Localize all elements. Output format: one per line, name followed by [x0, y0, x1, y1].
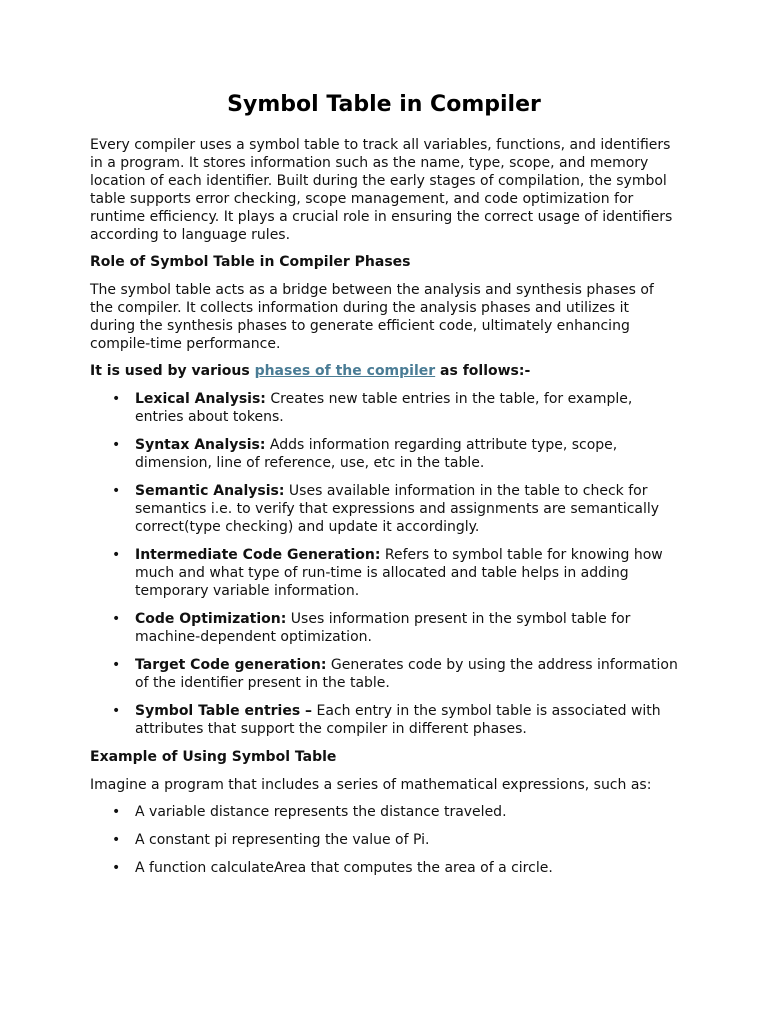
- phase-term: Code Optimization:: [135, 611, 287, 627]
- phase-description: Refers to symbol table for knowing how much and what type of run-time is allocated and table helps in adding temporary variable information.: [135, 547, 663, 599]
- phase-description: Adds information regarding attribute type, scope, dimension, line of reference, use, etc in the table.: [135, 437, 618, 471]
- phase-term: Target Code generation:: [135, 657, 327, 673]
- list-item: • A constant pi representing the value of Pi.: [90, 831, 678, 849]
- example-list: [90, 803, 678, 877]
- phase-description: Creates new table entries in the table, for example, entries about tokens.: [135, 391, 633, 425]
- intro-paragraph: Every compiler uses a symbol table to track all variables, functions, and identifiers in a program. It stores information such as the name, type, scope, and memory location of each identifier. Built during the early stages of compilation, the symbol table supports error checking, scope management, and code optimization for runtime efficiency. It plays a crucial role in ensuring the correct usage of identifiers according to language rules.: [90, 137, 673, 243]
- used-by-suffix: as follows:-: [435, 363, 531, 379]
- list-item: • A function calculateArea that computes the area of a circle.: [90, 859, 678, 877]
- list-item: [90, 656, 678, 692]
- used-by-prefix: It is used by various: [90, 363, 255, 379]
- phase-description: Each entry in the symbol table is associated with attributes that support the compiler in different phases.: [135, 703, 661, 737]
- phase-description: Uses available information in the table to check for semantics i.e. to verify that expressions and assignments are semantically correct(type checking) and update it accordingly.: [135, 483, 660, 535]
- list-item: [90, 482, 678, 536]
- phase-term: Lexical Analysis:: [135, 391, 266, 407]
- list-item: [90, 390, 678, 426]
- phase-description: Uses information present in the symbol table for machine-dependent optimization.: [135, 611, 631, 645]
- phases-list: [90, 390, 678, 738]
- example-intro: Imagine a program that includes a series of mathematical expressions, such as:: [90, 777, 652, 793]
- phase-term: Intermediate Code Generation:: [135, 547, 381, 563]
- phase-term: Semantic Analysis:: [135, 483, 285, 499]
- phases-of-compiler-link[interactable]: phases of the compiler: [254, 363, 436, 379]
- example-heading: Example of Using Symbol Table: [90, 749, 337, 765]
- role-paragraph: The symbol table acts as a bridge between the analysis and synthesis phases of the compiler. It collects information during the analysis phases and utilizes it during the synthesis phases to generate efficient code, ultimately enhancing compile-time performance.: [90, 282, 654, 352]
- page-title: Symbol Table in Compiler: [227, 92, 541, 117]
- used-by-line: [90, 362, 678, 380]
- list-item: • A variable distance represents the distance traveled.: [90, 803, 678, 821]
- phase-description: Generates code by using the address information of the identifier present in the table.: [135, 657, 678, 691]
- role-heading: Role of Symbol Table in Compiler Phases: [90, 254, 411, 270]
- list-item: [90, 436, 678, 472]
- list-item: [90, 610, 678, 646]
- phase-term: Syntax Analysis:: [135, 437, 266, 453]
- list-item: [90, 546, 678, 600]
- list-item: [90, 702, 678, 738]
- phase-term: Symbol Table entries –: [135, 703, 313, 719]
